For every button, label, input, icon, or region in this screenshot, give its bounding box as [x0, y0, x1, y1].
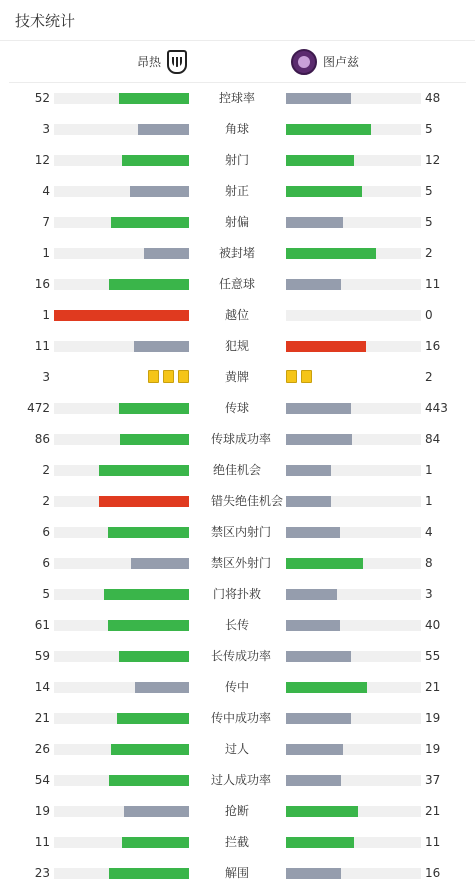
stat-label: 过人 [224, 742, 249, 756]
yellow-card-icon [301, 370, 312, 383]
home-bar-fill [109, 868, 189, 879]
home-bar-fill [134, 341, 189, 352]
home-bar-fill [109, 775, 189, 786]
away-bar-fill [286, 124, 371, 135]
home-bar-track [54, 279, 189, 290]
home-value: 59 [34, 649, 50, 663]
away-value: 21 [425, 804, 441, 818]
away-bar-fill [286, 248, 376, 259]
page-title: 技术统计 [15, 12, 76, 30]
home-bar-track [54, 558, 189, 569]
stat-row [0, 331, 475, 362]
stat-row [0, 703, 475, 734]
stat-label: 过人成功率 [211, 773, 272, 787]
home-bar-track [54, 465, 189, 476]
away-value: 8 [425, 556, 433, 570]
home-bar-track [54, 589, 189, 600]
home-value: 23 [34, 866, 50, 880]
home-bar-track [54, 527, 189, 538]
away-bar-fill [286, 465, 331, 476]
home-value: 5 [42, 587, 50, 601]
stat-row [0, 455, 475, 486]
stat-row [0, 858, 475, 889]
home-value: 11 [34, 339, 50, 353]
away-team[interactable] [291, 41, 359, 82]
stat-label: 射偏 [224, 215, 249, 229]
away-bar-fill [286, 806, 358, 817]
home-bar-fill [111, 217, 189, 228]
stat-row [0, 269, 475, 300]
away-bar-fill [286, 837, 354, 848]
home-value: 11 [34, 835, 50, 849]
stat-row [0, 114, 475, 145]
home-value: 4 [42, 184, 50, 198]
away-team-crest-icon [291, 49, 317, 75]
home-team-crest-icon [167, 50, 187, 74]
stat-row [0, 579, 475, 610]
away-value: 2 [425, 370, 433, 384]
home-bar-track [54, 620, 189, 631]
home-value: 3 [42, 122, 50, 136]
away-value: 16 [425, 866, 441, 880]
away-bar-fill [286, 186, 362, 197]
home-bar-fill [122, 155, 190, 166]
home-bar-fill [135, 682, 189, 693]
home-value: 54 [34, 773, 50, 787]
stat-row [0, 176, 475, 207]
home-bar-track [54, 651, 189, 662]
away-value: 2 [425, 246, 433, 260]
away-bar-fill [286, 496, 331, 507]
away-value: 21 [425, 680, 441, 694]
away-bar-track [286, 527, 421, 538]
stat-row [0, 362, 475, 393]
home-value: 52 [34, 91, 50, 105]
away-bar-track [286, 868, 421, 879]
stat-label: 射门 [224, 153, 249, 167]
home-bar-fill [119, 403, 189, 414]
stat-label: 解围 [224, 866, 249, 880]
home-bar-fill [120, 434, 189, 445]
home-bar-track [54, 124, 189, 135]
away-bar-track [286, 620, 421, 631]
away-bar-fill [286, 155, 354, 166]
home-bar-fill [108, 620, 189, 631]
stat-row [0, 734, 475, 765]
away-bar-fill [286, 434, 352, 445]
stat-label: 禁区外射门 [211, 556, 272, 570]
home-bar-fill [122, 837, 190, 848]
home-bar-track [54, 806, 189, 817]
stat-row [0, 145, 475, 176]
stat-label: 黄牌 [224, 370, 249, 384]
home-value: 7 [42, 215, 50, 229]
stat-label: 抢断 [224, 804, 249, 818]
away-value: 11 [425, 277, 441, 291]
home-bar-fill [111, 744, 189, 755]
away-value: 5 [425, 215, 433, 229]
away-bar-fill [286, 589, 337, 600]
stat-label: 被封堵 [218, 246, 255, 260]
home-bar-fill [99, 496, 189, 507]
yellow-card-icon [148, 370, 159, 383]
away-bar-fill [286, 775, 341, 786]
away-bar-track [286, 465, 421, 476]
away-bar-track [286, 279, 421, 290]
away-bar-fill [286, 651, 351, 662]
away-value: 5 [425, 122, 433, 136]
away-bar-track [286, 310, 421, 321]
home-value: 26 [34, 742, 50, 756]
stat-label: 禁区内射门 [211, 525, 272, 539]
home-bar-fill [108, 527, 189, 538]
home-bar-track [54, 496, 189, 507]
away-bar-track [286, 713, 421, 724]
away-bar-fill [286, 682, 367, 693]
stat-label: 传中成功率 [211, 711, 272, 725]
away-value: 1 [425, 463, 433, 477]
away-value: 19 [425, 711, 441, 725]
stats-list [0, 83, 475, 889]
home-value: 1 [42, 308, 50, 322]
home-value: 3 [42, 370, 50, 384]
home-bar-fill [104, 589, 189, 600]
stat-row [0, 83, 475, 114]
home-bar-track [54, 310, 189, 321]
away-bar-track [286, 496, 421, 507]
away-team-name: 图卢兹 [323, 55, 360, 69]
away-value: 11 [425, 835, 441, 849]
away-bar-fill [286, 403, 351, 414]
home-bar-fill [109, 279, 189, 290]
home-bar-fill [131, 558, 189, 569]
stat-row [0, 796, 475, 827]
home-bar-track [54, 713, 189, 724]
away-value: 443 [425, 401, 448, 415]
away-value: 48 [425, 91, 441, 105]
home-bar-fill [54, 310, 189, 321]
away-value: 12 [425, 153, 441, 167]
home-value: 12 [34, 153, 50, 167]
away-bar-track [286, 155, 421, 166]
yellow-card-icon [178, 370, 189, 383]
home-team-name: 昂热 [137, 55, 162, 69]
away-bar-track [286, 651, 421, 662]
away-bar-track [286, 248, 421, 259]
away-bar-fill [286, 713, 351, 724]
away-value: 19 [425, 742, 441, 756]
stat-label: 绝佳机会 [212, 463, 261, 477]
stat-row [0, 393, 475, 424]
stat-row [0, 641, 475, 672]
home-value: 6 [42, 525, 50, 539]
home-bar-fill [130, 186, 189, 197]
away-bar-fill [286, 527, 340, 538]
home-bar-track [54, 217, 189, 228]
stat-row [0, 517, 475, 548]
away-bar-track [286, 217, 421, 228]
away-value: 40 [425, 618, 441, 632]
home-bar-track [54, 775, 189, 786]
stat-label: 长传成功率 [211, 649, 272, 663]
home-team[interactable] [137, 41, 187, 82]
away-value: 3 [425, 587, 433, 601]
away-bar-fill [286, 217, 343, 228]
stat-label: 控球率 [218, 91, 255, 105]
home-bar-track [54, 93, 189, 104]
stat-label: 传球 [224, 401, 249, 415]
away-value: 1 [425, 494, 433, 508]
away-value: 0 [425, 308, 433, 322]
stat-label: 犯规 [224, 339, 249, 353]
away-bar-fill [286, 620, 340, 631]
home-bar-track [54, 744, 189, 755]
stat-row [0, 765, 475, 796]
stat-label: 门将扑救 [212, 587, 261, 601]
away-bar-track [286, 124, 421, 135]
away-bar-fill [286, 868, 341, 879]
away-bar-track [286, 434, 421, 445]
away-value: 4 [425, 525, 433, 539]
home-bar-fill [119, 651, 189, 662]
home-bar-track [54, 186, 189, 197]
stat-row [0, 300, 475, 331]
away-value: 55 [425, 649, 441, 663]
home-value: 86 [34, 432, 50, 446]
away-bar-track [286, 558, 421, 569]
away-bar-track [286, 589, 421, 600]
home-bar-fill [99, 465, 189, 476]
away-value: 5 [425, 184, 433, 198]
away-bar-fill [286, 744, 343, 755]
stat-label: 错失绝佳机会 [211, 494, 284, 508]
home-yellow-cards [148, 370, 189, 383]
stat-row [0, 207, 475, 238]
home-value: 1 [42, 246, 50, 260]
stat-row [0, 827, 475, 858]
home-value: 14 [34, 680, 50, 694]
away-bar-track [286, 682, 421, 693]
home-bar-fill [117, 713, 189, 724]
stat-row [0, 486, 475, 517]
home-bar-track [54, 868, 189, 879]
stat-label: 射正 [224, 184, 249, 198]
away-bar-fill [286, 93, 351, 104]
home-bar-track [54, 155, 189, 166]
stat-label: 拦截 [224, 835, 249, 849]
stat-row [0, 548, 475, 579]
yellow-card-icon [163, 370, 174, 383]
home-bar-fill [144, 248, 189, 259]
away-value: 84 [425, 432, 441, 446]
away-value: 16 [425, 339, 441, 353]
stat-label: 传球成功率 [211, 432, 272, 446]
home-bar-track [54, 837, 189, 848]
home-value: 19 [34, 804, 50, 818]
away-bar-fill [286, 279, 341, 290]
away-bar-track [286, 186, 421, 197]
stat-label: 任意球 [218, 277, 255, 291]
yellow-card-icon [286, 370, 297, 383]
home-value: 2 [42, 494, 50, 508]
home-value: 16 [34, 277, 50, 291]
away-bar-track [286, 806, 421, 817]
stat-label: 越位 [224, 308, 249, 322]
away-bar-track [286, 837, 421, 848]
stats-header [0, 0, 475, 41]
home-value: 21 [34, 711, 50, 725]
home-bar-fill [138, 124, 189, 135]
home-bar-track [54, 403, 189, 414]
away-bar-track [286, 744, 421, 755]
home-bar-fill [124, 806, 189, 817]
away-yellow-cards [286, 370, 312, 383]
stat-row [0, 424, 475, 455]
home-bar-track [54, 434, 189, 445]
stat-row [0, 238, 475, 269]
away-bar-fill [286, 558, 363, 569]
home-bar-track [54, 248, 189, 259]
away-bar-track [286, 341, 421, 352]
home-value: 61 [34, 618, 50, 632]
home-bar-fill [119, 93, 189, 104]
stat-label: 角球 [224, 122, 249, 136]
stat-label: 传中 [224, 680, 249, 694]
teams-header [9, 41, 466, 83]
home-bar-track [54, 682, 189, 693]
home-value: 472 [27, 401, 50, 415]
stat-row [0, 672, 475, 703]
stat-label: 长传 [224, 618, 249, 632]
away-bar-track [286, 403, 421, 414]
away-bar-track [286, 93, 421, 104]
away-bar-fill [286, 341, 366, 352]
away-value: 37 [425, 773, 441, 787]
home-value: 6 [42, 556, 50, 570]
home-bar-track [54, 341, 189, 352]
stat-row [0, 610, 475, 641]
home-value: 2 [42, 463, 50, 477]
away-bar-track [286, 775, 421, 786]
